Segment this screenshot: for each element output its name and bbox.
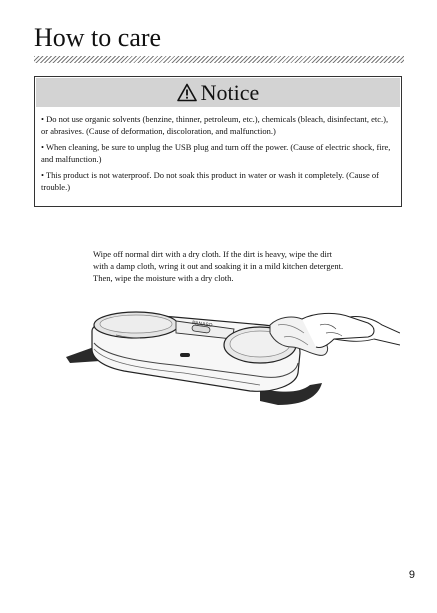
device-brand-label: PANASO — [191, 320, 213, 329]
notice-box — [34, 76, 402, 207]
title-divider — [34, 56, 404, 63]
device-body — [92, 312, 300, 391]
instruction-paragraph: Then, wipe the moisture with a dry cloth. — [93, 273, 234, 283]
notice-title: Notice — [200, 79, 260, 105]
instruction-paragraph: Wipe off normal dirt with a dry cloth. If the dirt is heavy, wipe the dirt with a damp cloth, wring it out and soaking it in a mild kitchen detergent. — [93, 249, 344, 271]
cleaning-illustration — [64, 303, 400, 413]
notice-header — [36, 78, 400, 107]
page-title: How to care — [34, 23, 162, 52]
notice-item: • This product is not waterproof. Do not soak this product in water or wash it completely. (Cause of trouble.) — [41, 170, 379, 192]
notice-list — [35, 107, 401, 193]
warning-triangle-icon — [177, 83, 197, 102]
notice-item: • When cleaning, be sure to unplug the USB plug and turn off the power. (Cause of electric shock, fire, and malfunction.) — [41, 142, 391, 164]
care-instructions — [93, 248, 345, 284]
page-number: 9 — [408, 569, 415, 581]
notice-item: • Do not use organic solvents (benzine, thinner, petroleum, etc.), chemicals (bleach, disinfectant, etc.), or abrasives. (Cause of deformation, discoloration, and malfunction.) — [41, 114, 389, 136]
